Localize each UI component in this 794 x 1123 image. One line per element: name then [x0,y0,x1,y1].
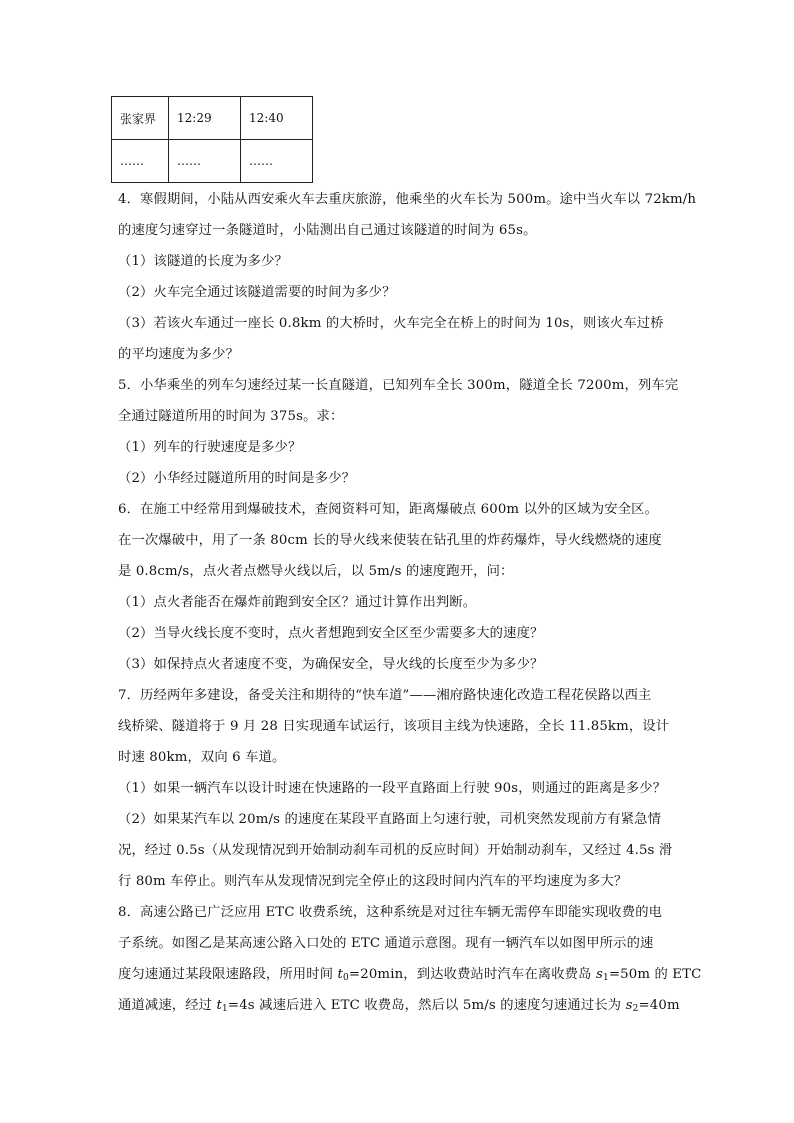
question-8-text [118,990,678,1021]
question-4-text: 的速度匀速穿过一条隧道时，小陆测出自己通过该隧道的时间为 65s。 [118,223,537,238]
questions [118,184,702,1021]
question-7-sub-2: 况，经过 0.5s（从发现情况到开始制动刹车司机的反应时间）开始制动刹车，又经过 4.5s 滑 [118,843,673,858]
subscript: 1 [222,1004,228,1014]
question-8-text [118,959,702,990]
table-cell: 12:40 [241,97,313,140]
question-6-text: 是 0.8cm/s，点火者点燃导火线以后，以 5m/s 的速度跑开，问： [118,564,514,579]
question-4-sub-3: 的平均速度为多少？ [118,347,240,362]
variable-s: s [595,967,603,982]
text-segment: =40m [638,998,680,1013]
question-7-sub-2: 行 80m 车停止。则汽车从发现情况到完全停止的这段时间内汽车的平均速度为多大？ [118,874,628,889]
table-cell: 张家界 [112,97,169,140]
question-7-sub-2: （2）如果某汽车以 20m/s 的速度在某段平直路面上匀速行驶，司机突然发现前方有紧急情 [118,812,662,827]
question-7-text: 线桥梁、隧道将于 9 月 28 日实现通车试运行，该项目主线为快速路，全长 11.85km，设计 [118,719,670,734]
text-segment: =20min，到达收费站时汽车在离收费岛 [348,967,596,982]
variable-t: t [216,998,223,1013]
question-6-sub-2: （2）当导火线长度不变时，点火者想跑到安全区至少需要多大的速度？ [118,626,544,641]
table-cell: 12:29 [169,97,241,140]
subscript: 2 [632,1004,639,1014]
question-7-text: 7．历经两年多建设，备受关注和期待的“快车道”——湘府路快速化改造工程花侯路以西主 [118,688,652,703]
question-4-sub-3: （3）若该火车通过一座长 0.8km 的大桥时，火车完全在桥上的时间为 10s，则该火车过桥 [118,316,664,331]
question-7-sub-1: （1）如果一辆汽车以设计时速在快速路的一段平直路面上行驶 90s，则通过的距离是多少？ [118,781,667,796]
question-5-sub-2: （2）小华经过隧道所用的时间是多少？ [118,471,356,486]
question-8-text: 子系统。如图乙是某高速公路入口处的 ETC 通道示意图。现有一辆汽车以如图甲所示的速 [118,936,654,951]
question-6-sub-1: （1）点火者能否在爆炸前跑到安全区？通过计算作出判断。 [118,595,477,610]
question-7-text: 时速 80km，双向 6 车道。 [118,750,286,765]
question-5-text: 全通过隧道所用的时间为 375s。求： [118,409,344,424]
text-segment: =50m 的 ETC [608,967,702,982]
question-4-sub-2: （2）火车完全通过该隧道需要的时间为多少？ [118,285,396,300]
table-row [112,140,313,183]
subscript: 0 [343,973,349,983]
subscript: 1 [602,973,609,983]
variable-t: t [337,967,344,982]
table-cell: …… [169,140,241,183]
question-6-sub-3: （3）如保持点火者速度不变，为确保安全，导火线的长度至少为多少？ [118,657,544,672]
table-cell: …… [241,140,313,183]
timetable [111,96,313,183]
text-segment: =4s 减速后进入 ETC 收费岛，然后以 5m/s 的速度匀速通过长为 [227,998,626,1013]
text-segment: 度匀速通过某段限速路段，所用时间 [118,967,338,982]
question-8-text: 8．高速公路已广泛应用 ETC 收费系统，这种系统是对过往车辆无需停车即能实现收费的电 [118,905,663,920]
table-row [112,97,313,140]
question-6-text: 6．在施工中经常用到爆破技术，查阅资料可知，距离爆破点 600m 以外的区域为安全区。 [118,502,659,517]
question-4-text: 4．寒假期间，小陆从西安乘火车去重庆旅游，他乘坐的火车长为 500m。途中当火车以 72km/h [118,192,697,207]
question-5-sub-1: （1）列车的行驶速度是多少？ [118,440,302,455]
text-segment: 通道减速，经过 [118,998,217,1013]
question-4-sub-1: （1）该隧道的长度为多少？ [118,254,288,269]
question-6-text: 在一次爆破中，用了一条 80cm 长的导火线来使装在钻孔里的炸药爆炸，导火线燃烧的速度 [118,533,662,548]
question-5-text: 5．小华乘坐的列车匀速经过某一长直隧道，已知列车全长 300m，隧道全长 7200m，列车完 [118,378,679,393]
variable-s: s [625,998,633,1013]
table-cell: …… [112,140,169,183]
